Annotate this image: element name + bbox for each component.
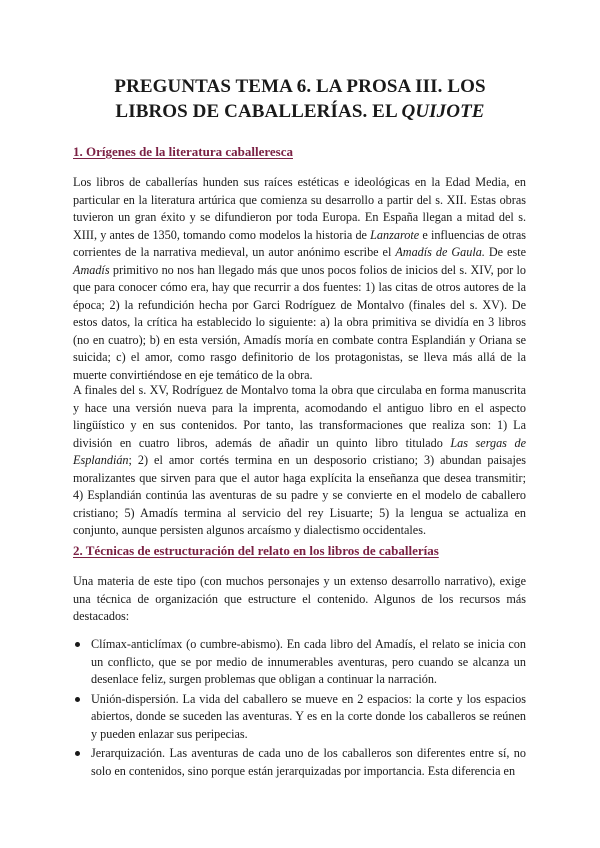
list-item-text: Unión-dispersión. La vida del caballero se mueve en 2 espacios: la corte y los espacios abiertos, donde se suceden las aventuras. Y es en la corte donde los caballeros se reúnen y pueden enlazar sus peripecias. xyxy=(91,691,526,741)
section-1-paragraph-1 xyxy=(73,174,526,384)
title-line-1: PREGUNTAS TEMA 6. LA PROSA III. LOS xyxy=(114,76,486,97)
section-1-paragraph-2 xyxy=(73,382,526,540)
section-2-bullet-list xyxy=(73,636,526,782)
list-item xyxy=(73,745,526,780)
italic-lanzarote: Lanzarote xyxy=(370,227,420,242)
document-title xyxy=(60,74,540,124)
italic-sergas: Las sergas de Esplandián xyxy=(73,435,527,467)
section-2-heading: 2. Técnicas de estructuración del relato en los libros de caballerías xyxy=(73,543,439,558)
list-item xyxy=(73,636,526,689)
title-quijote: QUIJOTE xyxy=(401,101,485,122)
text-run: primitivo no nos han llegado más que unos pocos folios de inicios del s. XIV, por lo que para conocer cómo era, hay que recurrir a dos fuentes: 1) las citas de otros autores de la época; 2) la refundición hecha por Garci Rodríguez de Montalvo (finales del s. XV). De estos datos, la crítica ha establecido lo siguiente: a) la obra primitiva se dividía en 3 libros (no en cuatro); b) en esta versión, Amadís moría en combate contra Esplandián y Oriana se suicida; c) el amor, como rasgo definitorio de los protagonistas, se lleva más allá de la muerte convirtiéndose en eje temático de la obra. xyxy=(73,262,526,382)
title-line-2-text: LIBROS DE CABALLERÍAS. EL xyxy=(115,101,402,122)
list-item-text: Clímax-anticlímax (o cumbre-abismo). En cada libro del Amadís, el relato se inicia con un conflicto, que se por medio de innumerables aventuras, pero cuando se alcanza un desenlace feliz, surgen problemas que obligan a continuar la narración. xyxy=(91,637,526,686)
bullet-dot-icon xyxy=(75,751,80,756)
bullet-dot-icon xyxy=(75,642,80,647)
section-2-intro: Una materia de este tipo (con muchos personajes y un extenso desarrollo narrativo), exige una técnica de organización que estructure el contenido. Algunos de los recursos más destacados: xyxy=(73,574,526,623)
text-run: Los libros de caballerías hunden sus raíces estéticas e ideológicas en la Edad Media, en particular en la literatura artúrica que comienza su desarrollo a partir del s. XII. Estas obras tuvieron un gran éxito y se difundieron por toda Europa. En España llegan a mitad del s. XIII, y antes de 1350, tomando como modelos la historia de xyxy=(73,175,526,242)
text-run: A finales del s. XV, Rodríguez de Montalvo toma la obra que circulaba en forma manuscrita y hace una versión nueva para la imprenta, acomodando el antiguo libro en el aspecto lingüístico y en sus contenidos. Por tanto, las transformaciones que realiza son: 1) La división en cuatro libros, además de añadir un quinto libro titulado xyxy=(73,383,526,450)
italic-amadis-de-gaula: Amadís de Gaula. xyxy=(395,245,485,259)
text-run: De este xyxy=(484,245,526,259)
list-item-text: Jerarquización. Las aventuras de cada uno de los caballeros son diferentes entre sí, no solo en contenidos, sino porque están jerarquizadas por importancia. Esta diferencia en xyxy=(91,746,526,778)
title-line-2 xyxy=(60,99,540,124)
text-run: ; 2) el amor cortés termina en un desposorio cristiano; 3) abundan paisajes moralizantes que sirven para que el autor haga explícita la enseñanza que desea transmitir; 4) Esplandián continúa las aventuras de su padre y se convierte en el modelo de caballero cristiano; 5) Amadís termina al servicio del rey Lisuarte; 5) la lengua se actualiza en conjunto, aunque persisten algunos arcaísmo y dialectismo occidentales. xyxy=(73,453,526,537)
list-item xyxy=(73,691,526,744)
text-run: e influencias de otras corrientes de la narrativa medieval, un autor anónimo escribe el xyxy=(73,227,527,259)
bullet-dot-icon xyxy=(75,697,80,702)
italic-amadis: Amadís xyxy=(73,262,110,277)
section-1-heading: 1. Orígenes de la literatura caballeresca xyxy=(73,144,293,159)
